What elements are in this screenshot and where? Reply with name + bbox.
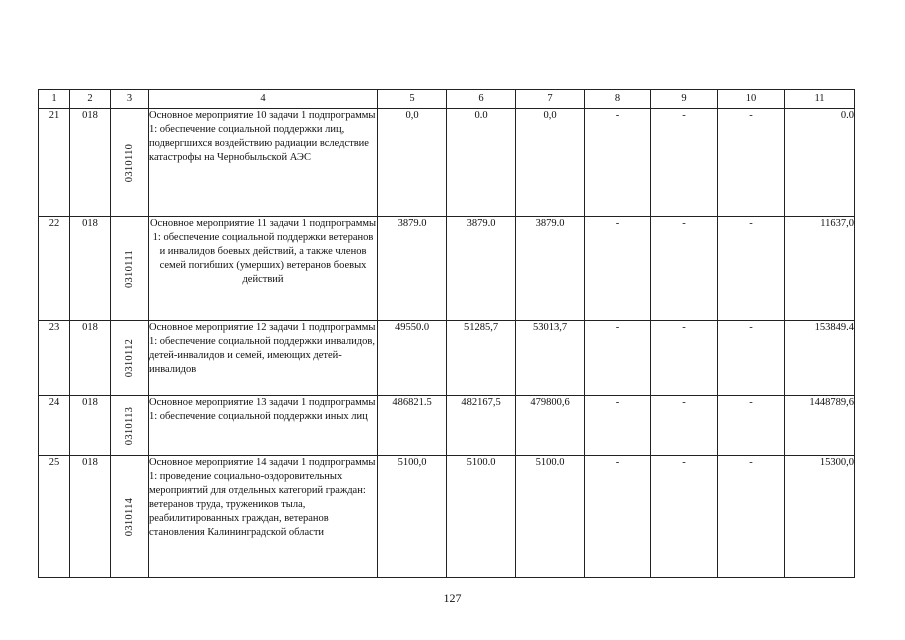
value-col11: 153849.4 xyxy=(785,321,855,396)
value-col11: 1448789,6 xyxy=(785,396,855,456)
budget-code-cell xyxy=(111,456,149,578)
header-cell: 2 xyxy=(70,90,111,109)
budget-code-cell xyxy=(111,109,149,217)
budget-code-cell xyxy=(111,396,149,456)
value-col7: 0,0 xyxy=(516,109,585,217)
value-col8: - xyxy=(585,321,651,396)
header-cell: 9 xyxy=(651,90,718,109)
value-col5: 0,0 xyxy=(378,109,447,217)
value-col9: - xyxy=(651,456,718,578)
header-row xyxy=(39,90,855,109)
row-number: 24 xyxy=(39,396,70,456)
table-row xyxy=(39,217,855,321)
page-number: 127 xyxy=(443,591,462,605)
table-row xyxy=(39,396,855,456)
measure-description: Основное мероприятие 13 задачи 1 подпрограммы 1: обеспечение социальной поддержки иных лиц xyxy=(149,396,378,456)
value-col5: 486821.5 xyxy=(378,396,447,456)
value-col5: 49550.0 xyxy=(378,321,447,396)
org-code: 018 xyxy=(70,456,111,578)
value-col9: - xyxy=(651,396,718,456)
header-cell: 3 xyxy=(111,90,149,109)
header-cell: 7 xyxy=(516,90,585,109)
value-col8: - xyxy=(585,217,651,321)
budget-table xyxy=(38,89,855,578)
value-col6: 0.0 xyxy=(447,109,516,217)
budget-code: 0310112 xyxy=(123,338,135,378)
value-col6: 5100.0 xyxy=(447,456,516,578)
value-col10: - xyxy=(718,217,785,321)
value-col11: 11637,0 xyxy=(785,217,855,321)
value-col7: 3879.0 xyxy=(516,217,585,321)
org-code: 018 xyxy=(70,217,111,321)
header-cell: 10 xyxy=(718,90,785,109)
budget-code: 0310111 xyxy=(123,249,135,288)
org-code: 018 xyxy=(70,396,111,456)
value-col8: - xyxy=(585,456,651,578)
table-row xyxy=(39,456,855,578)
value-col6: 51285,7 xyxy=(447,321,516,396)
row-number: 25 xyxy=(39,456,70,578)
budget-code-cell xyxy=(111,321,149,396)
value-col9: - xyxy=(651,321,718,396)
measure-description: Основное мероприятие 11 задачи 1 подпрограммы 1: обеспечение социальной поддержки ветеранов и инвалидов боевых действий, а также членов семей погибших (умерших) ветеранов боевых действий xyxy=(149,217,378,321)
row-number: 21 xyxy=(39,109,70,217)
measure-description: Основное мероприятие 10 задачи 1 подпрограммы 1: обеспечение социальной поддержки лиц, подвергшихся воздействию радиации вследствие катастрофы на Чернобыльской АЭС xyxy=(149,109,378,217)
row-number: 22 xyxy=(39,217,70,321)
header-cell: 6 xyxy=(447,90,516,109)
org-code: 018 xyxy=(70,109,111,217)
value-col7: 53013,7 xyxy=(516,321,585,396)
value-col10: - xyxy=(718,109,785,217)
value-col8: - xyxy=(585,109,651,217)
value-col7: 479800,6 xyxy=(516,396,585,456)
header-cell: 4 xyxy=(149,90,378,109)
org-code: 018 xyxy=(70,321,111,396)
value-col7: 5100.0 xyxy=(516,456,585,578)
value-col11: 15300,0 xyxy=(785,456,855,578)
measure-description: Основное мероприятие 14 задачи 1 подпрограммы 1: проведение социально-оздоровительных мероприятий для отдельных категорий граждан: ветеранов труда, тружеников тыла, реабилитированных граждан, ветеранов становления Калининградской области xyxy=(149,456,378,578)
value-col5: 5100,0 xyxy=(378,456,447,578)
table-row xyxy=(39,109,855,217)
budget-code: 0310114 xyxy=(123,497,135,536)
budget-code-cell xyxy=(111,217,149,321)
row-number: 23 xyxy=(39,321,70,396)
value-col5: 3879.0 xyxy=(378,217,447,321)
header-cell: 1 xyxy=(39,90,70,109)
budget-code: 0310110 xyxy=(123,143,135,182)
header-cell: 11 xyxy=(785,90,855,109)
value-col9: - xyxy=(651,109,718,217)
value-col10: - xyxy=(718,456,785,578)
value-col8: - xyxy=(585,396,651,456)
value-col6: 3879.0 xyxy=(447,217,516,321)
header-cell: 5 xyxy=(378,90,447,109)
value-col6: 482167,5 xyxy=(447,396,516,456)
value-col9: - xyxy=(651,217,718,321)
measure-description: Основное мероприятие 12 задачи 1 подпрограммы 1: обеспечение социальной поддержки инвалидов, детей-инвалидов и семей, имеющих детей-инвалидов xyxy=(149,321,378,396)
value-col10: - xyxy=(718,321,785,396)
budget-code: 0310113 xyxy=(123,406,135,445)
header-cell: 8 xyxy=(585,90,651,109)
value-col10: - xyxy=(718,396,785,456)
table-row xyxy=(39,321,855,396)
value-col11: 0.0 xyxy=(785,109,855,217)
